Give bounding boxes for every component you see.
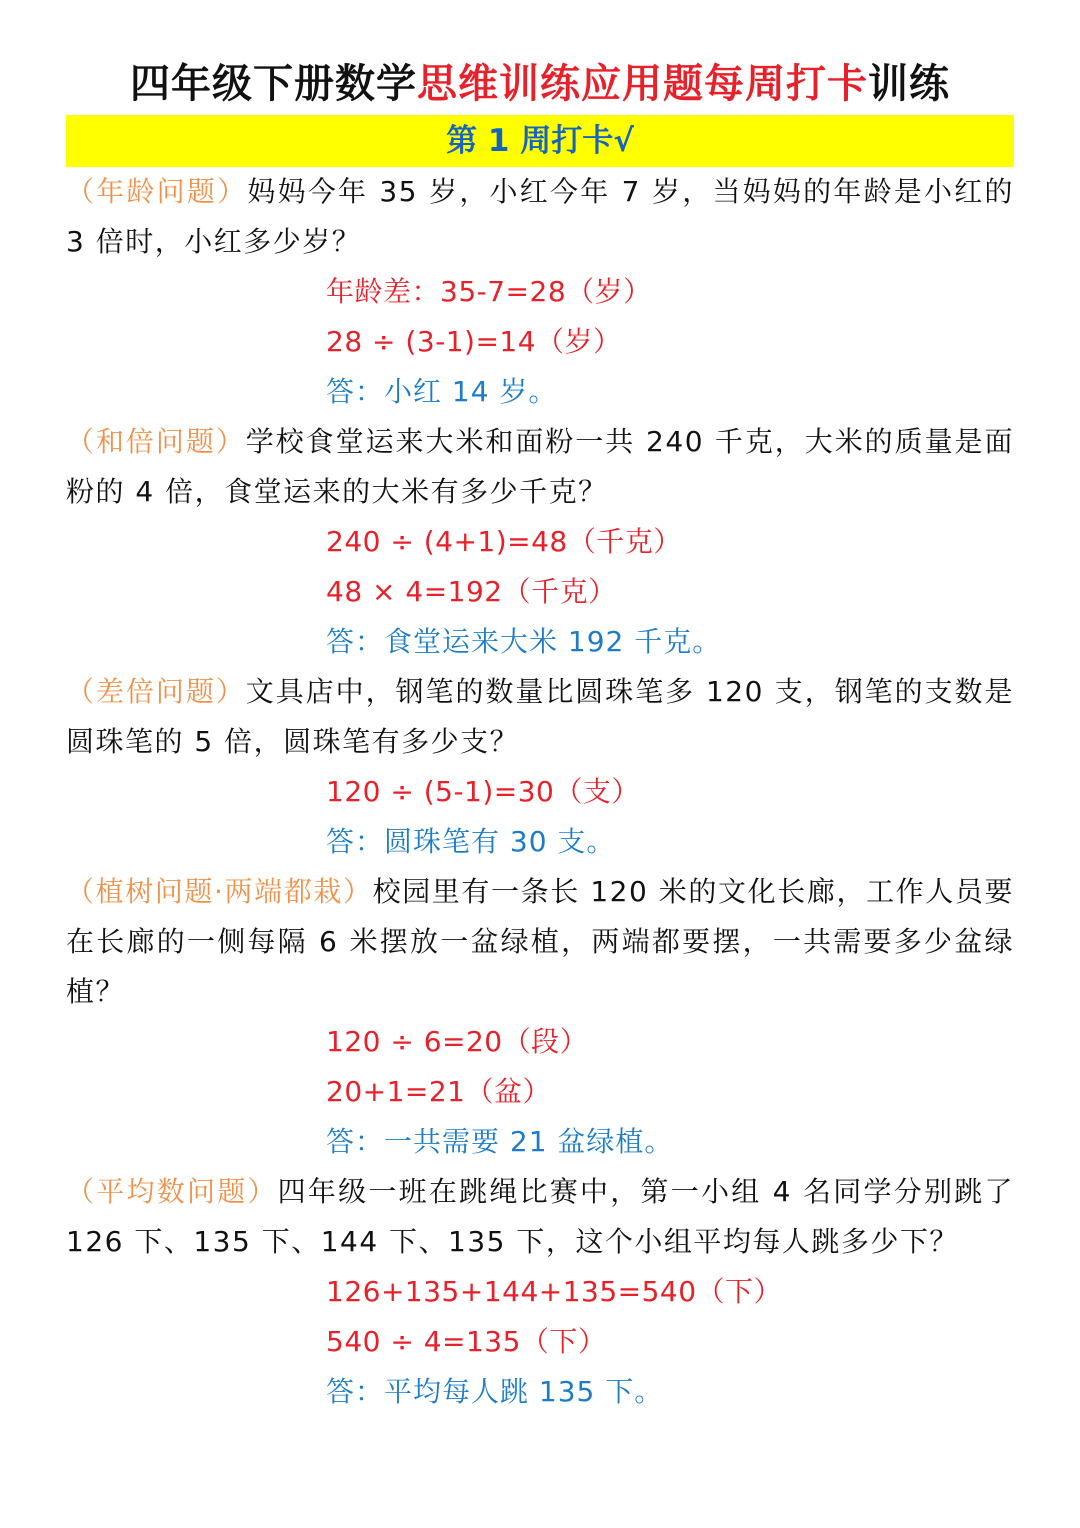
title-part-highlight: 思维训练应用题每周打卡 xyxy=(417,61,868,107)
solution-step: 240 ÷ (4+1)=48（千克） xyxy=(326,525,682,558)
problem-average xyxy=(66,1167,1014,1417)
solution-answer: 答：一共需要 21 盆绿植。 xyxy=(326,1125,674,1158)
solution-steps xyxy=(66,1017,1014,1167)
problem-text: 学校食堂运来大米和面粉一共 240 千克，大米的质量是面粉的 4 倍，食堂运来的大米有多少千克？ xyxy=(66,425,1014,508)
problem-text: 四年级一班在跳绳比赛中，第一小组 4 名同学分别跳了 126 下、135 下、144 下、135 下，这个小组平均每人跳多少下？ xyxy=(66,1175,1014,1258)
page-title xyxy=(66,0,1014,110)
solution-step: 120 ÷ (5-1)=30（支） xyxy=(326,775,640,808)
problem-tag: （和倍问题） xyxy=(66,425,246,458)
solution-steps xyxy=(66,267,1014,417)
problem-tag: （差倍问题） xyxy=(66,675,246,708)
problem-tag: （平均数问题） xyxy=(66,1175,278,1208)
solution-steps xyxy=(66,517,1014,667)
problem-question xyxy=(66,1167,1014,1267)
solution-step: 540 ÷ 4=135（下） xyxy=(326,1325,607,1358)
problem-question xyxy=(66,417,1014,517)
solution-answer: 答：平均每人跳 135 下。 xyxy=(326,1375,664,1408)
week-checkin-banner: 第 1 周打卡√ xyxy=(66,115,1014,167)
problem-text: 妈妈今年 35 岁，小红今年 7 岁，当妈妈的年龄是小红的 3 倍时，小红多少岁？ xyxy=(66,175,1014,258)
problem-sum-multiple xyxy=(66,417,1014,667)
problem-text: 文具店中，钢笔的数量比圆珠笔多 120 支，钢笔的支数是圆珠笔的 5 倍，圆珠笔有多少支？ xyxy=(66,675,1014,758)
title-part-grade: 四年级下册数学 xyxy=(130,61,417,107)
problem-tree-planting xyxy=(66,867,1014,1167)
problem-question xyxy=(66,867,1014,1017)
problem-text: 校园里有一条长 120 米的文化长廊，工作人员要在长廊的一侧每隔 6 米摆放一盆绿植，两端都要摆，一共需要多少盆绿植？ xyxy=(66,875,1014,1008)
problem-tag: （植树问题·两端都栽） xyxy=(66,875,373,908)
problem-question xyxy=(66,667,1014,767)
solution-steps xyxy=(66,1267,1014,1417)
problem-question xyxy=(66,167,1014,267)
solution-step: 48 × 4=192（千克） xyxy=(326,575,617,608)
solution-answer: 答：小红 14 岁。 xyxy=(326,375,558,408)
solution-answer: 答：食堂运来大米 192 千克。 xyxy=(326,625,722,658)
solution-step: 120 ÷ 6=20（段） xyxy=(326,1025,589,1058)
problem-age xyxy=(66,167,1014,417)
problem-difference-multiple xyxy=(66,667,1014,867)
solution-step: 20+1=21（盆） xyxy=(326,1075,551,1108)
solution-step: 28 ÷ (3-1)=14（岁） xyxy=(326,325,622,358)
title-part-training: 训练 xyxy=(868,61,950,107)
solution-step: 年龄差：35-7=28（岁） xyxy=(326,275,652,308)
solution-answer: 答：圆珠笔有 30 支。 xyxy=(326,825,616,858)
solution-steps xyxy=(66,767,1014,867)
problem-tag: （年龄问题） xyxy=(66,175,248,208)
solution-step: 126+135+144+135=540（下） xyxy=(326,1275,783,1308)
